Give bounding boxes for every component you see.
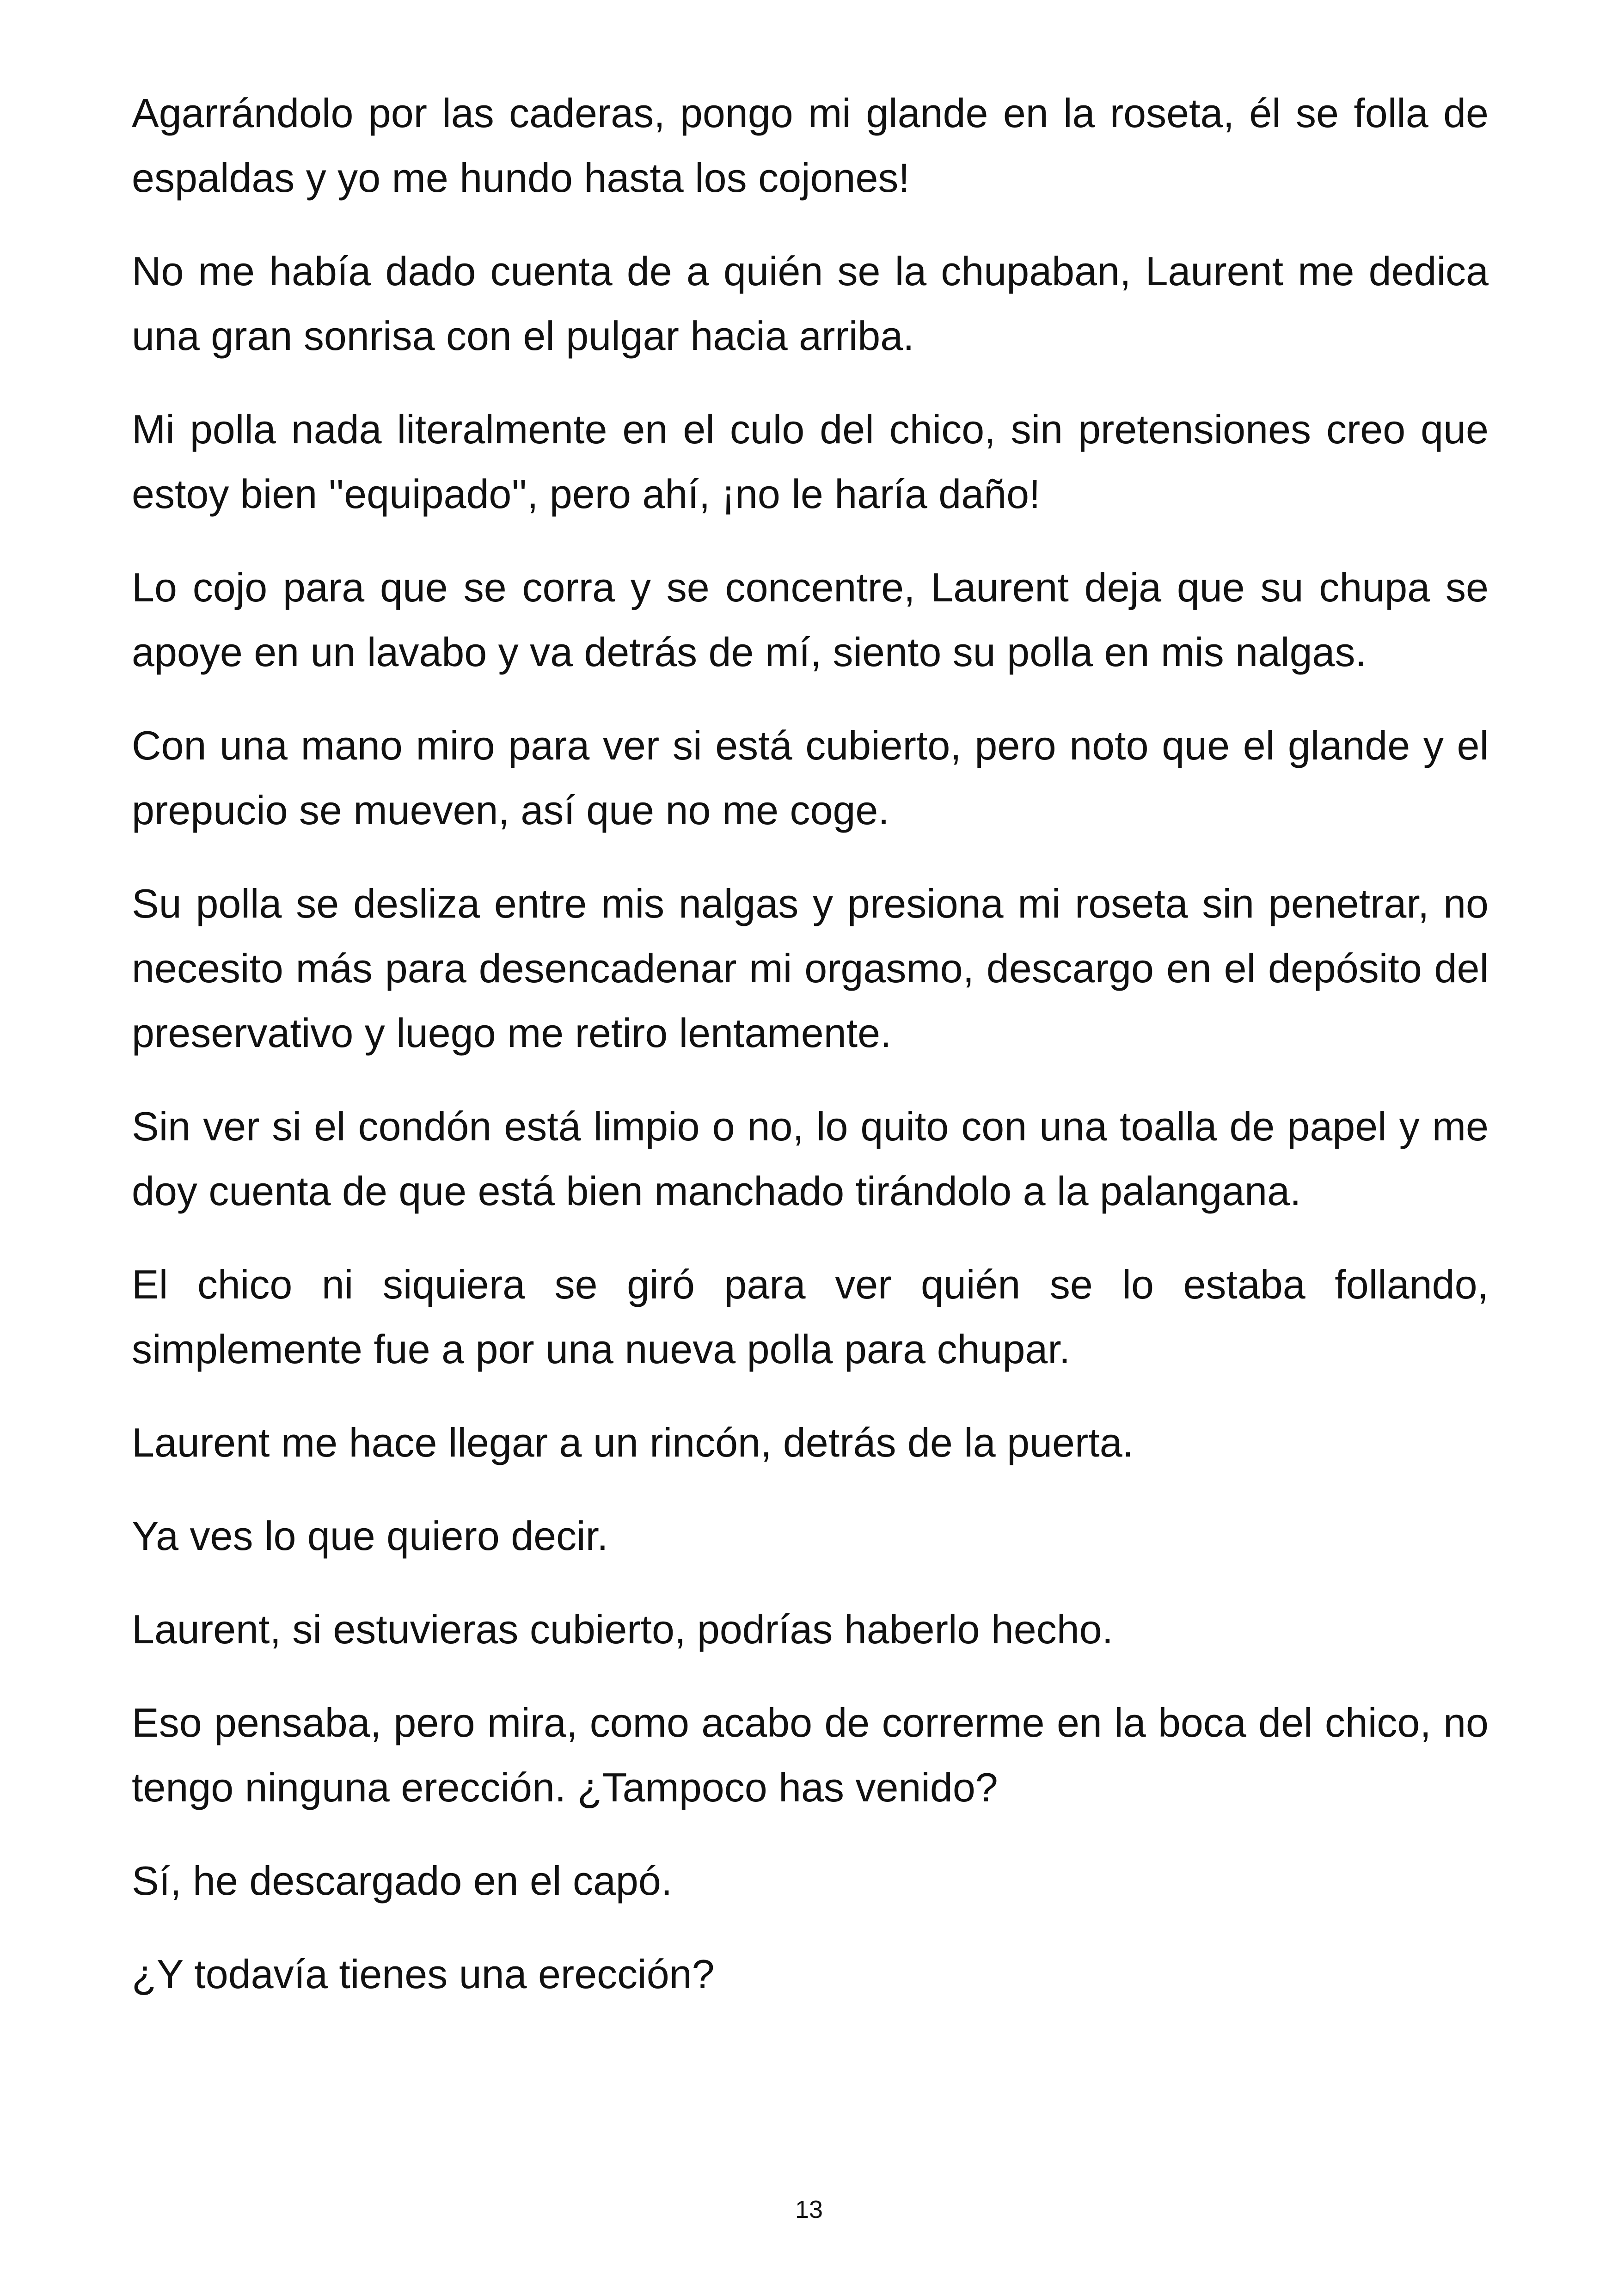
paragraph: Ya ves lo que quiero decir. — [132, 1513, 608, 1559]
paragraph: Sí, he descargado en el capó. — [132, 1858, 673, 1904]
paragraph: Laurent me hace llegar a un rincón, detrás de la puerta. — [132, 1420, 1134, 1465]
paragraph: Lo cojo para que se corra y se concentre, Laurent deja que su chupa se apoye en un lavabo y va detrás de mí, siento su polla en mis nalgas. — [132, 564, 1489, 675]
paragraph: ¿Y todavía tienes una erección? — [132, 1951, 715, 1997]
paragraph: Con una mano miro para ver si está cubierto, pero noto que el glande y el prepucio se mueven, así que no me coge. — [132, 722, 1489, 833]
paragraph: Agarrándolo por las caderas, pongo mi glande en la roseta, él se folla de espaldas y yo me hundo hasta los cojones! — [132, 90, 1489, 201]
paragraph: Su polla se desliza entre mis nalgas y presiona mi roseta sin penetrar, no necesito más para desencadenar mi orgasmo, descargo en el depósito del preservativo y luego me retiro lentamente. — [132, 881, 1489, 1056]
paragraph: El chico ni siquiera se giró para ver quién se lo estaba follando, simplemente fue a por una nueva polla para chupar. — [132, 1261, 1489, 1372]
paragraph: No me había dado cuenta de a quién se la chupaban, Laurent me dedica una gran sonrisa con el pulgar hacia arriba. — [132, 248, 1489, 359]
body-text — [132, 81, 1489, 2035]
paragraph: Eso pensaba, pero mira, como acabo de correrme en la boca del chico, no tengo ninguna erección. ¿Tampoco has venido? — [132, 1700, 1489, 1810]
paragraph: Laurent, si estuvieras cubierto, podrías haberlo hecho. — [132, 1606, 1114, 1652]
paragraph: Mi polla nada literalmente en el culo del chico, sin pretensiones creo que estoy bien ''equipado'', pero ahí, ¡no le haría daño! — [132, 406, 1489, 517]
paragraph: Sin ver si el condón está limpio o no, lo quito con una toalla de papel y me doy cuenta de que está bien manchado tirándolo a la palangana. — [132, 1103, 1489, 1214]
page-number: 13 — [795, 2196, 823, 2223]
